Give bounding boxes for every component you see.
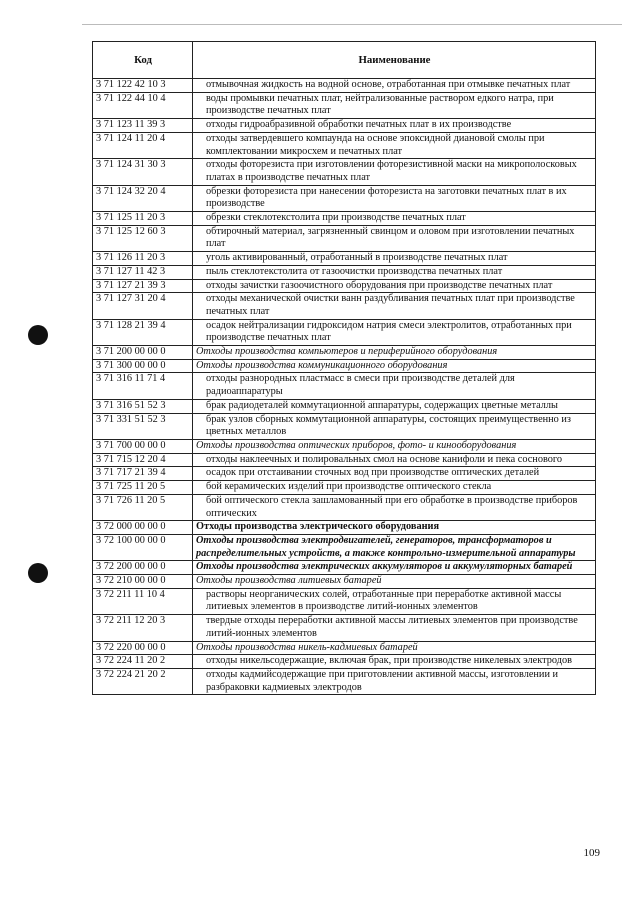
- table-row: [93, 265, 596, 279]
- row-code: 3 71 717 21 39 4: [93, 467, 193, 481]
- table-row: [93, 615, 596, 641]
- row-code: 3 71 127 31 20 4: [93, 293, 193, 319]
- table-row: [93, 159, 596, 185]
- header-code: Код: [93, 42, 193, 79]
- row-name: отходы кадмийсодержащие при приготовлении активной массы, изготовлении и разбраковки кадмиевых электродов: [193, 668, 596, 694]
- row-name: воды промывки печатных плат, нейтрализованные раствором едкого натра, при производстве печатных плат: [193, 92, 596, 118]
- waste-classification-table: [92, 41, 596, 695]
- table-row: [93, 252, 596, 266]
- table-row: [93, 225, 596, 251]
- table-row: [93, 79, 596, 93]
- table-body: [93, 79, 596, 695]
- row-code: 3 72 224 21 20 2: [93, 668, 193, 694]
- table-header-row: [93, 42, 596, 79]
- row-code: 3 71 127 11 42 3: [93, 265, 193, 279]
- row-code: 3 71 316 11 71 4: [93, 373, 193, 399]
- row-code: 3 72 210 00 00 0: [93, 575, 193, 589]
- row-code: 3 71 300 00 00 0: [93, 359, 193, 373]
- row-name: Отходы производства электрических аккумуляторов и аккумуляторных батарей: [193, 561, 596, 575]
- row-code: 3 71 725 11 20 5: [93, 481, 193, 495]
- table-row: [93, 521, 596, 535]
- row-name: Отходы производства электродвигателей, генераторов, трансформаторов и распределительных устройств, а также контрольно-измерительной аппаратуры: [193, 534, 596, 560]
- table-row: [93, 641, 596, 655]
- row-code: 3 71 124 31 30 3: [93, 159, 193, 185]
- row-code: 3 71 127 21 39 3: [93, 279, 193, 293]
- row-code: 3 71 125 11 20 3: [93, 212, 193, 226]
- row-name: Отходы производства компьютеров и периферийного оборудования: [193, 346, 596, 360]
- table-row: [93, 373, 596, 399]
- row-code: 3 71 122 42 10 3: [93, 79, 193, 93]
- table-row: [93, 481, 596, 495]
- table-row: [93, 132, 596, 158]
- table-row: [93, 494, 596, 520]
- row-code: 3 71 128 21 39 4: [93, 319, 193, 345]
- row-code: 3 71 715 12 20 4: [93, 453, 193, 467]
- binder-hole-top: [28, 325, 48, 345]
- table-row: [93, 655, 596, 669]
- row-code: 3 71 123 11 39 3: [93, 119, 193, 133]
- row-name: отходы фоторезиста при изготовлении фоторезистивной маски на микрополосковых платах в производстве печатных плат: [193, 159, 596, 185]
- row-name: отходы разнородных пластмасс в смеси при производстве деталей для радиоаппаратуры: [193, 373, 596, 399]
- row-name: бой керамических изделий при производстве оптического стекла: [193, 481, 596, 495]
- table-row: [93, 575, 596, 589]
- table-row: [93, 588, 596, 614]
- row-name: осадок при отстаивании сточных вод при производстве оптических деталей: [193, 467, 596, 481]
- row-code: 3 72 224 11 20 2: [93, 655, 193, 669]
- row-name: отходы механической очистки ванн раздубливания печатных плат при производстве печатных плат: [193, 293, 596, 319]
- row-code: 3 71 124 32 20 4: [93, 185, 193, 211]
- row-name: отходы затвердевшего компаунда на основе эпоксидной диановой смолы при комплектовании микросхем и печатных плат: [193, 132, 596, 158]
- row-name: растворы неорганических солей, отработанные при переработке активной массы литиевых элементов в производстве литий-ионных элементов: [193, 588, 596, 614]
- row-code: 3 72 211 11 10 4: [93, 588, 193, 614]
- row-code: 3 71 700 00 00 0: [93, 439, 193, 453]
- table-row: [93, 319, 596, 345]
- row-code: 3 71 331 51 52 3: [93, 413, 193, 439]
- row-code: 3 71 126 11 20 3: [93, 252, 193, 266]
- table-row: [93, 279, 596, 293]
- row-name: отходы гидроабразивной обработки печатных плат в их производстве: [193, 119, 596, 133]
- row-name: отходы никельсодержащие, включая брак, при производстве никелевых электродов: [193, 655, 596, 669]
- row-code: 3 72 211 12 20 3: [93, 615, 193, 641]
- table-row: [93, 92, 596, 118]
- row-name: уголь активированный, отработанный в производстве печатных плат: [193, 252, 596, 266]
- row-code: 3 71 316 51 52 3: [93, 399, 193, 413]
- row-name: Отходы производства оптических приборов, фото- и кинооборудования: [193, 439, 596, 453]
- row-name: обрезки фоторезиста при нанесении фоторезиста на заготовки печатных плат в их производстве: [193, 185, 596, 211]
- row-name: обрезки стеклотекстолита при производстве печатных плат: [193, 212, 596, 226]
- row-code: 3 72 100 00 00 0: [93, 534, 193, 560]
- row-name: отходы наклеечных и полировальных смол на основе канифоли и пека соснового: [193, 453, 596, 467]
- row-code: 3 72 200 00 00 0: [93, 561, 193, 575]
- row-name: брак радиодеталей коммутационной аппаратуры, содержащих цветные металлы: [193, 399, 596, 413]
- row-code: 3 72 000 00 00 0: [93, 521, 193, 535]
- row-name: пыль стеклотекстолита от газоочистки производства печатных плат: [193, 265, 596, 279]
- table-row: [93, 453, 596, 467]
- row-code: 3 71 726 11 20 5: [93, 494, 193, 520]
- table-row: [93, 439, 596, 453]
- table-row: [93, 413, 596, 439]
- row-code: 3 71 122 44 10 4: [93, 92, 193, 118]
- table-row: [93, 346, 596, 360]
- row-code: 3 71 200 00 00 0: [93, 346, 193, 360]
- row-name: осадок нейтрализации гидроксидом натрия смеси электролитов, отработанных при производстве печатных плат: [193, 319, 596, 345]
- row-name: отмывочная жидкость на водной основе, отработанная при отмывке печатных плат: [193, 79, 596, 93]
- row-name: Отходы производства литиевых батарей: [193, 575, 596, 589]
- row-name: бой оптического стекла зашламованный при его обработке в производстве приборов оптических: [193, 494, 596, 520]
- row-name: Отходы производства электрического оборудования: [193, 521, 596, 535]
- table-row: [93, 359, 596, 373]
- table-row: [93, 534, 596, 560]
- row-code: 3 72 220 00 00 0: [93, 641, 193, 655]
- top-edge-rule: [82, 24, 622, 25]
- row-name: твердые отходы переработки активной массы литиевых элементов при производстве литий-ионных элементов: [193, 615, 596, 641]
- table-row: [93, 185, 596, 211]
- table-row: [93, 668, 596, 694]
- row-name: брак узлов сборных коммутационной аппаратуры, состоящих преимущественно из цветных металлов: [193, 413, 596, 439]
- row-code: 3 71 125 12 60 3: [93, 225, 193, 251]
- binder-hole-bottom: [28, 563, 48, 583]
- page-number: 109: [583, 847, 600, 859]
- table-row: [93, 399, 596, 413]
- table-row: [93, 119, 596, 133]
- table-row: [93, 293, 596, 319]
- row-code: 3 71 124 11 20 4: [93, 132, 193, 158]
- row-name: Отходы производства никель-кадмиевых батарей: [193, 641, 596, 655]
- row-name: обтирочный материал, загрязненный свинцом и оловом при изготовлении печатных плат: [193, 225, 596, 251]
- table-row: [93, 561, 596, 575]
- row-name: отходы зачистки газоочистного оборудования при производстве печатных плат: [193, 279, 596, 293]
- row-name: Отходы производства коммуникационного оборудования: [193, 359, 596, 373]
- table-row: [93, 467, 596, 481]
- header-name: Наименование: [193, 42, 596, 79]
- table-row: [93, 212, 596, 226]
